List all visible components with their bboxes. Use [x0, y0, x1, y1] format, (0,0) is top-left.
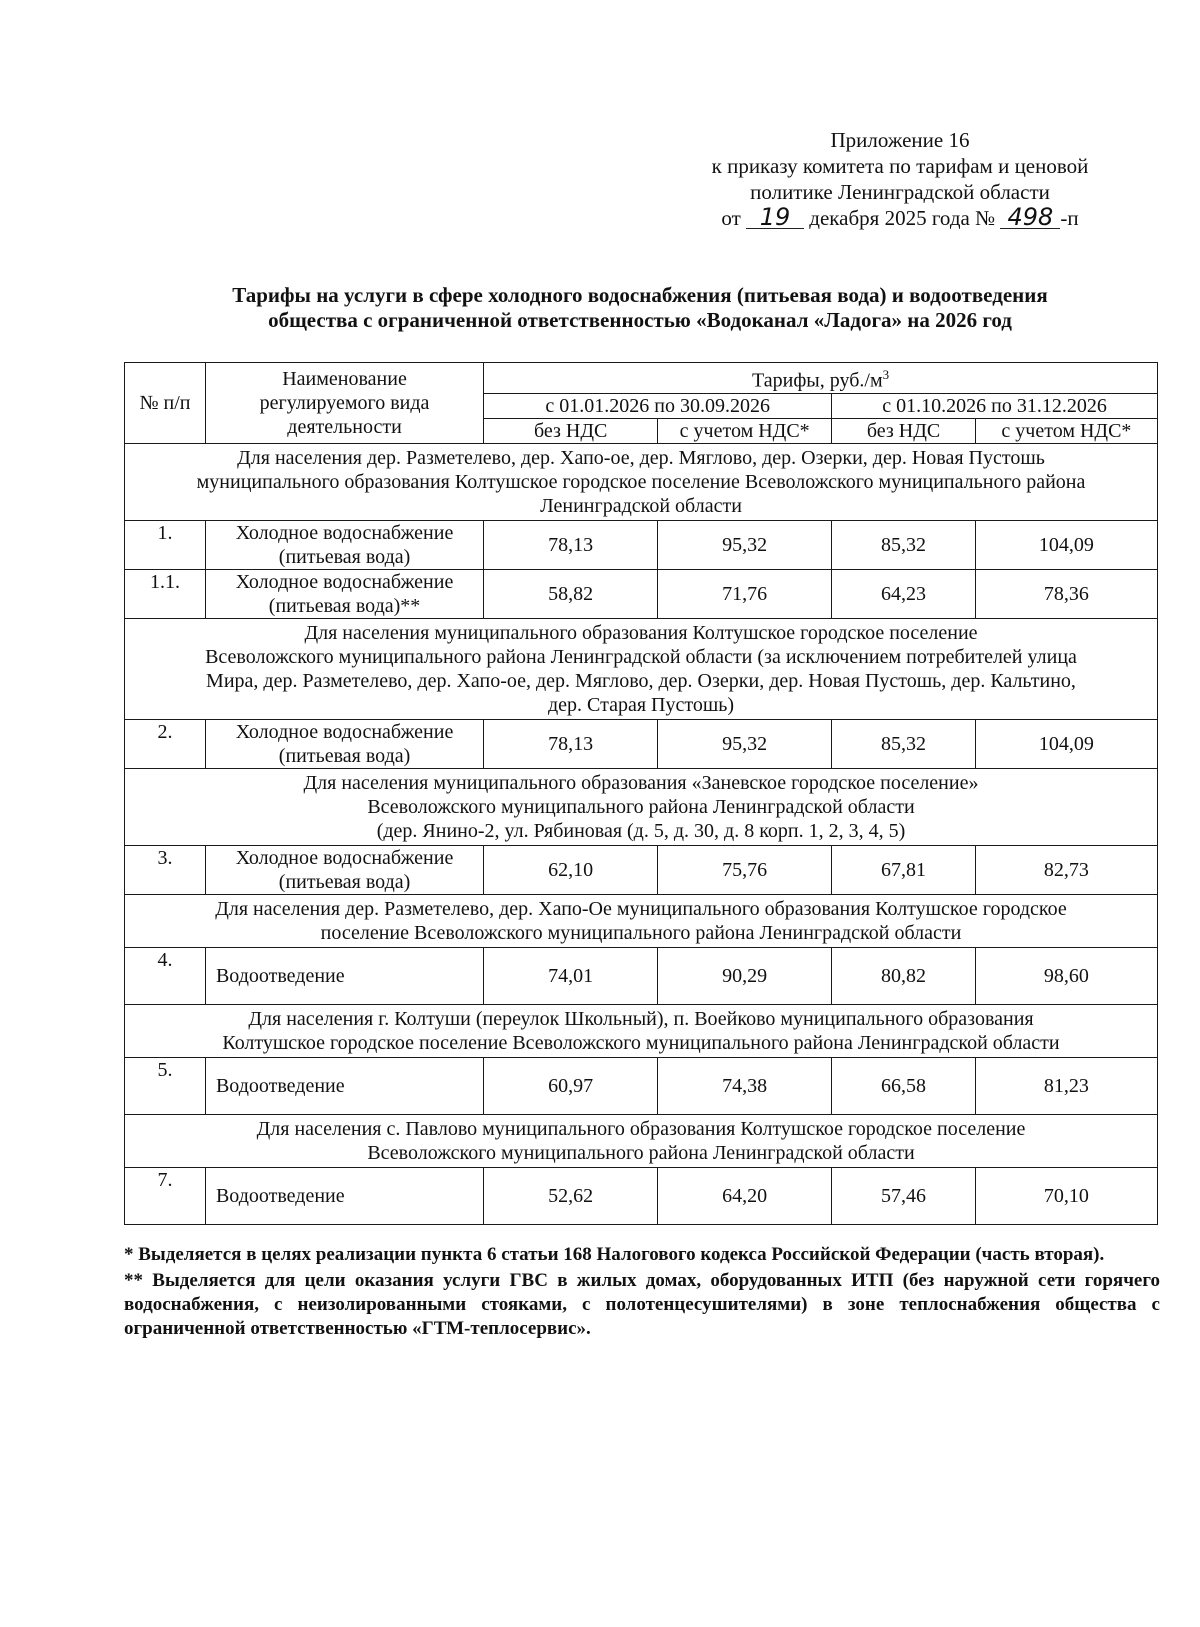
- section-row: [125, 1004, 1158, 1057]
- row-number: 2.: [125, 719, 206, 768]
- handwritten-order-number: 498: [1000, 206, 1060, 229]
- row-service-name: [205, 947, 483, 1004]
- footnotes: [124, 1243, 1160, 1343]
- tariff-value-v3: 85,32: [832, 520, 976, 569]
- appendix-line-3: политике Ленинградской области: [750, 180, 1050, 204]
- row-service-name: [205, 520, 483, 569]
- service-name-line-2: (питьевая вода)**: [268, 594, 421, 617]
- tariff-value-v2: 95,32: [658, 719, 832, 768]
- tariff-value-v4: 81,23: [975, 1057, 1157, 1114]
- section-description: [125, 443, 1158, 520]
- tariff-value-v4: 104,09: [975, 719, 1157, 768]
- table-row: [125, 1057, 1158, 1114]
- tariff-value-v3: 80,82: [832, 947, 976, 1004]
- tariff-value-v3: 66,58: [832, 1057, 976, 1114]
- tariff-value-v1: 62,10: [484, 845, 658, 894]
- header-name-line-2: регулируемого вида: [259, 391, 430, 414]
- tariff-value-v4: 98,60: [975, 947, 1157, 1004]
- footnote-1: * Выделяется в целях реализации пункта 6 статьи 168 Налогового кодекса Российской Федерации (часть вторая).: [124, 1244, 1105, 1265]
- section-line: поселение Всеволожского муниципального района Ленинградской области: [320, 921, 962, 944]
- tariff-value-v1: 78,13: [484, 719, 658, 768]
- tariff-value-v2: 64,20: [658, 1167, 832, 1224]
- tariff-value-v3: 64,23: [832, 569, 976, 618]
- table-row: [125, 947, 1158, 1004]
- header-no-vat-1: без НДС: [484, 418, 658, 443]
- section-row: [125, 1114, 1158, 1167]
- header-name-line-3: деятельности: [287, 415, 402, 438]
- tariff-value-v2: 95,32: [658, 520, 832, 569]
- section-line: Для населения с. Павлово муниципального образования Колтушское городское поселение: [256, 1117, 1026, 1140]
- row-service-name: [205, 1167, 483, 1224]
- header-tariffs-sup: 3: [882, 367, 890, 382]
- header-tariffs-label: Тарифы, руб./м: [752, 369, 883, 392]
- service-name-line-1: Холодное водоснабжение: [235, 846, 454, 869]
- table-row: [125, 845, 1158, 894]
- row-service-name: [205, 569, 483, 618]
- appendix-date-line: [640, 205, 1160, 231]
- row-service-name: [205, 719, 483, 768]
- title-line-1: Тарифы на услуги в сфере холодного водоснабжения (питьевая вода) и водоотведения: [232, 283, 1048, 307]
- section-row: [125, 768, 1158, 845]
- service-name-line-2: (питьевая вода): [278, 744, 411, 767]
- service-name-line-1: Водоотведение: [215, 1184, 345, 1207]
- header-period-1: с 01.01.2026 по 30.09.2026: [484, 393, 832, 418]
- header-name-line-1: Наименование: [282, 367, 407, 390]
- section-line: (дер. Янино-2, ул. Рябиновая (д. 5, д. 30, д. 8 корп. 1, 2, 3, 4, 5): [376, 819, 906, 842]
- tariff-value-v4: 70,10: [975, 1167, 1157, 1224]
- section-description: [125, 1114, 1158, 1167]
- section-line: Всеволожского муниципального района Ленинградской области: [367, 795, 915, 818]
- tariff-value-v2: 71,76: [658, 569, 832, 618]
- row-number: 7.: [125, 1167, 206, 1224]
- section-line: Ленинградской области: [540, 494, 742, 517]
- tariff-value-v1: 52,62: [484, 1167, 658, 1224]
- section-line: Для населения дер. Разметелево, дер. Хапо-ое, дер. Мяглово, дер. Озерки, дер. Новая Пустошь: [237, 446, 1045, 469]
- service-name-line-1: Холодное водоснабжение: [235, 720, 454, 743]
- section-line: Для населения дер. Разметелево, дер. Хапо-Ое муниципального образования Колтушское городское: [215, 897, 1067, 920]
- service-name-line-2: (питьевая вода): [278, 545, 411, 568]
- service-name-line-1: Холодное водоснабжение: [235, 521, 454, 544]
- section-line: дер. Старая Пустошь): [547, 693, 735, 716]
- row-service-name: [205, 1057, 483, 1114]
- section-line: Для населения муниципального образования «Заневское городское поселение»: [303, 771, 979, 794]
- service-name-line-1: Водоотведение: [215, 1074, 345, 1097]
- section-line: Мира, дер. Разметелево, дер. Хапо-ое, дер. Мяглово, дер. Озерки, дер. Новая Пустошь, дер. Кальтино,: [206, 669, 1076, 692]
- date-prefix: от: [721, 206, 741, 230]
- tariff-value-v2: 74,38: [658, 1057, 832, 1114]
- tariff-value-v4: 78,36: [975, 569, 1157, 618]
- section-description: [125, 768, 1158, 845]
- tariff-table: [124, 362, 1158, 1225]
- section-description: [125, 618, 1158, 719]
- appendix-line-2: к приказу комитета по тарифам и ценовой: [711, 154, 1089, 178]
- row-number: 1.1.: [125, 569, 206, 618]
- header-period-2: с 01.10.2026 по 31.12.2026: [832, 393, 1158, 418]
- section-line: муниципального образования Колтушское городское поселение Всеволожского муниципального района: [196, 470, 1086, 493]
- tariff-value-v4: 104,09: [975, 520, 1157, 569]
- header-with-vat-2: с учетом НДС*: [975, 418, 1157, 443]
- section-row: [125, 443, 1158, 520]
- tariff-value-v2: 75,76: [658, 845, 832, 894]
- header-row-1: [125, 363, 1158, 394]
- tariff-value-v3: 57,46: [832, 1167, 976, 1224]
- service-name-line-1: Водоотведение: [215, 964, 345, 987]
- section-row: [125, 618, 1158, 719]
- document-title: [120, 283, 1160, 333]
- table-row: [125, 719, 1158, 768]
- date-suffix: декабря 2025 года №: [809, 206, 996, 230]
- appendix-header: [640, 127, 1160, 231]
- header-tariffs: [484, 363, 1158, 394]
- handwritten-day: 19: [746, 206, 804, 229]
- header-no-vat-2: без НДС: [832, 418, 976, 443]
- order-suffix: -п: [1060, 206, 1079, 230]
- section-line: Колтушское городское поселение Всеволожского муниципального района Ленинградской области: [222, 1031, 1060, 1054]
- title-line-2: общества с ограниченной ответственностью «Водоканал «Ладога» на 2026 год: [268, 308, 1012, 332]
- service-name-line-1: Холодное водоснабжение: [235, 570, 454, 593]
- table-row: [125, 1167, 1158, 1224]
- section-line: Всеволожского муниципального района Ленинградской области (за исключением потребителей улица: [205, 645, 1077, 668]
- header-num: № п/п: [125, 363, 206, 444]
- tariff-value-v4: 82,73: [975, 845, 1157, 894]
- row-service-name: [205, 845, 483, 894]
- row-number: 4.: [125, 947, 206, 1004]
- tariff-value-v1: 78,13: [484, 520, 658, 569]
- header-name: [205, 363, 483, 444]
- row-number: 5.: [125, 1057, 206, 1114]
- tariff-value-v3: 85,32: [832, 719, 976, 768]
- appendix-line-1: Приложение 16: [830, 128, 970, 152]
- tariff-value-v1: 58,82: [484, 569, 658, 618]
- footnote-2: ** Выделяется для цели оказания услуги ГВС в жилых домах, оборудованных ИТП (без наружной сети горячего водоснабжения, с неизолированными стояками, с полотенцесушителями) в зоне теплоснабжения общества с ограниченной ответственностью «ГТМ-теплосервис».: [124, 1270, 1160, 1339]
- row-number: 3.: [125, 845, 206, 894]
- section-line: Для населения муниципального образования Колтушское городское поселение: [304, 621, 978, 644]
- section-line: Всеволожского муниципального района Ленинградской области: [367, 1141, 915, 1164]
- table-row: [125, 520, 1158, 569]
- section-description: [125, 1004, 1158, 1057]
- section-description: [125, 894, 1158, 947]
- section-row: [125, 894, 1158, 947]
- section-line: Для населения г. Колтуши (переулок Школьный), п. Воейково муниципального образования: [248, 1007, 1034, 1030]
- tariff-value-v3: 67,81: [832, 845, 976, 894]
- tariff-value-v2: 90,29: [658, 947, 832, 1004]
- row-number: 1.: [125, 520, 206, 569]
- tariff-value-v1: 60,97: [484, 1057, 658, 1114]
- table-row: [125, 569, 1158, 618]
- service-name-line-2: (питьевая вода): [278, 870, 411, 893]
- tariff-value-v1: 74,01: [484, 947, 658, 1004]
- header-with-vat-1: с учетом НДС*: [658, 418, 832, 443]
